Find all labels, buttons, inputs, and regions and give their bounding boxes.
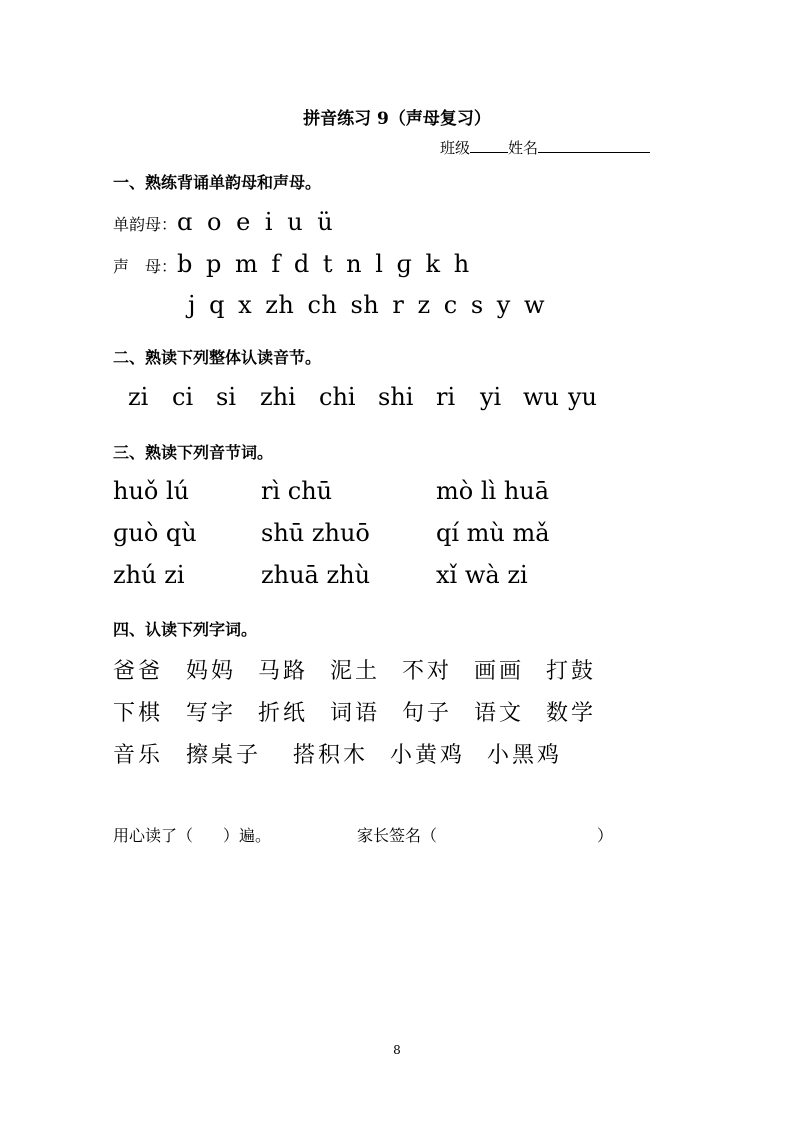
character-word: 语文 <box>474 701 525 726</box>
character-word: 写字 <box>186 701 237 726</box>
vowels-label: 单韵母： <box>113 215 178 234</box>
pinyin-word: ɡuò qù <box>113 519 197 547</box>
character-word: 泥土 <box>330 659 381 684</box>
name-label: 姓名 <box>508 139 539 157</box>
pinyin-word: rì chū <box>261 477 333 505</box>
initials-label: 声 母： <box>113 257 178 276</box>
character-word: 小黑鸡 <box>487 743 563 768</box>
character-word: 数学 <box>546 701 597 726</box>
initials-list-1: b p m f d t n l ɡ k h <box>177 250 470 278</box>
character-word: 妈妈 <box>186 659 237 684</box>
character-word: 搭积木 <box>293 743 369 768</box>
class-blank[interactable] <box>470 138 508 153</box>
section-4-heading: 四、认读下列字词。 <box>113 620 258 639</box>
words-grid <box>0 477 794 607</box>
character-word: 折纸 <box>258 701 309 726</box>
page-number: 8 <box>393 1043 401 1057</box>
section-3-heading: 三、熟读下列音节词。 <box>113 443 274 462</box>
class-name-line <box>440 137 650 158</box>
section-2-heading: 二、熟读下列整体认读音节。 <box>113 348 322 367</box>
pinyin-word: shū zhuō <box>261 519 370 547</box>
initials-list-2: j q x zh ch sh r z c s y w <box>188 291 546 319</box>
pinyin-word: zhuā zhù <box>261 561 371 589</box>
character-word: 下棋 <box>113 701 164 726</box>
syllable-item: ri <box>436 383 456 411</box>
syllable-item: ci <box>172 383 194 411</box>
pinyin-word: qí mù mǎ <box>436 519 550 547</box>
syllable-item: yu <box>568 383 598 411</box>
class-label: 班级 <box>440 139 471 157</box>
pinyin-word: xǐ wà zi <box>436 561 528 589</box>
pinyin-word: zhú zi <box>113 561 185 589</box>
characters-grid <box>0 654 794 774</box>
read-count-prefix: 用心读了（ <box>113 826 194 845</box>
character-word: 画画 <box>474 659 525 684</box>
syllable-item: si <box>216 383 236 411</box>
vowels-row <box>113 208 333 236</box>
character-word: 不对 <box>402 659 453 684</box>
character-word: 小黄鸡 <box>390 743 466 768</box>
character-word: 音乐 <box>113 743 164 768</box>
character-word: 擦桌子 <box>186 743 262 768</box>
parent-signature-line <box>357 823 613 846</box>
syllable-item: wu <box>523 383 559 411</box>
parent-signature-close: ） <box>597 826 614 845</box>
character-word: 词语 <box>330 701 381 726</box>
read-count-suffix: ）遍。 <box>223 826 272 845</box>
pinyin-word: mò lì huā <box>436 477 550 505</box>
character-word: 句子 <box>402 701 453 726</box>
character-word: 爸爸 <box>113 659 164 684</box>
read-count-line <box>113 823 271 846</box>
section-1-heading: 一、熟练背诵单韵母和声母。 <box>113 173 322 192</box>
initials-row-1 <box>113 250 470 278</box>
name-blank[interactable] <box>538 138 650 153</box>
pinyin-word: huǒ lú <box>113 477 190 505</box>
syllable-item: yi <box>480 383 502 411</box>
syllable-item: shi <box>378 383 414 411</box>
vowels-list: ɑ o e i u ü <box>177 208 334 236</box>
syllable-item: zi <box>128 383 149 411</box>
parent-signature-label: 家长签名（ <box>357 826 438 845</box>
character-word: 马路 <box>258 659 309 684</box>
character-word: 打鼓 <box>546 659 597 684</box>
syllables-row <box>0 383 794 415</box>
page-title: 拼音练习 9（声母复习） <box>303 109 491 129</box>
syllable-item: zhi <box>260 383 296 411</box>
syllable-item: chi <box>319 383 356 411</box>
